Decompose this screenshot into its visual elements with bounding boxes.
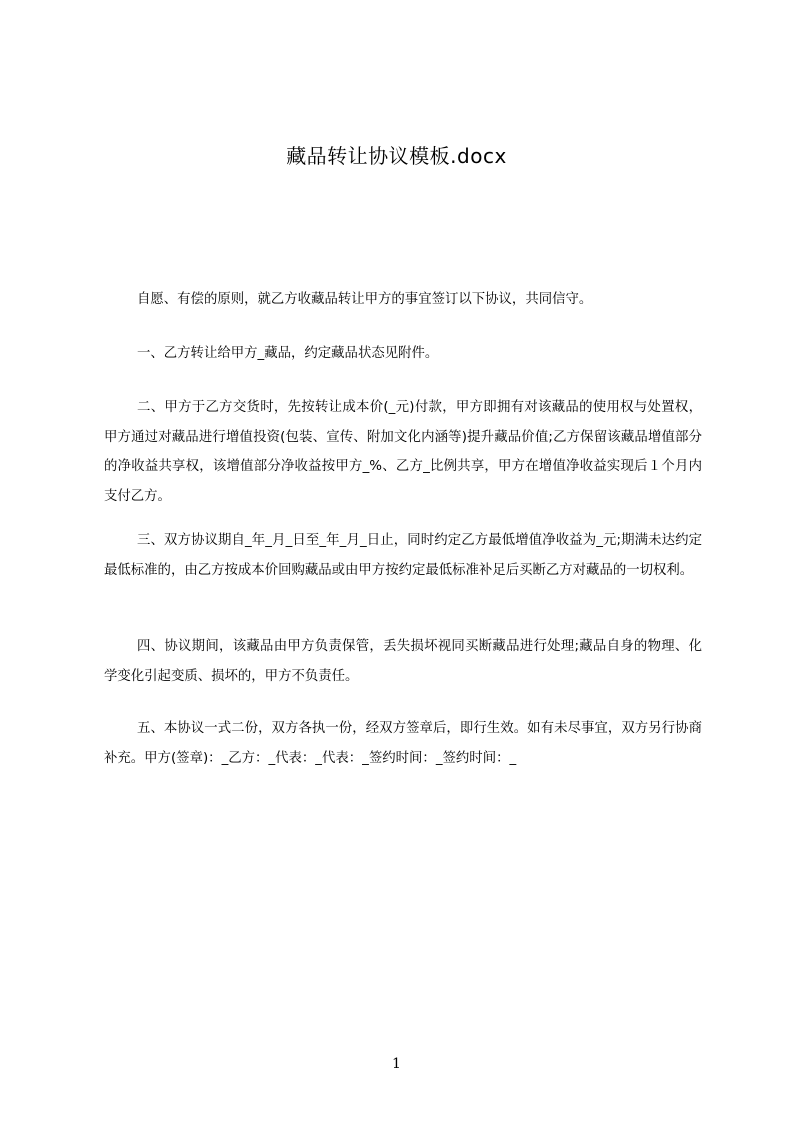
paragraph-clause-5: 五、本协议一式二份，双方各执一份，经双方签章后，即行生效。如有未尽事宜，双方另行协商补充。甲方(签章)：_乙方：_代表：_代表：_签约时间：_签约时间：_ <box>104 721 702 766</box>
paragraph-clause-4: 四、协议期间，该藏品由甲方负责保管，丢失损坏视同买断藏品进行处理;藏品自身的物理、化学变化引起变质、损坏的，甲方不负责任。 <box>104 639 702 684</box>
page-number: 1 <box>392 1056 401 1072</box>
document-title: 藏品转让协议模板.docx <box>286 144 507 168</box>
paragraph-clause-2: 二、甲方于乙方交货时，先按转让成本价(_元)付款，甲方即拥有对该藏品的使用权与处置权，甲方通过对藏品进行增值投资(包装、宣传、附加文化内涵等)提升藏品价值;乙方保留该藏品增值部分的净收益共享权，该增值部分净收益按甲方_%、乙方_比例共享，甲方在增值净收益实现后１个月内支付乙方。 <box>104 400 702 504</box>
paragraph-clause-1: 一、乙方转让给甲方_藏品，约定藏品状态见附件。 <box>137 346 439 361</box>
paragraph-clause-3: 三、双方协议期自_年_月_日至_年_月_日止，同时约定乙方最低增值净收益为_元;期满未达约定最低标准的，由乙方按成本价回购藏品或由甲方按约定最低标准补足后买断乙方对藏品的一切权利。 <box>104 533 702 578</box>
paragraph-preamble: 自愿、有偿的原则，就乙方收藏品转让甲方的事宜签订以下协议，共同信守。 <box>137 292 593 307</box>
